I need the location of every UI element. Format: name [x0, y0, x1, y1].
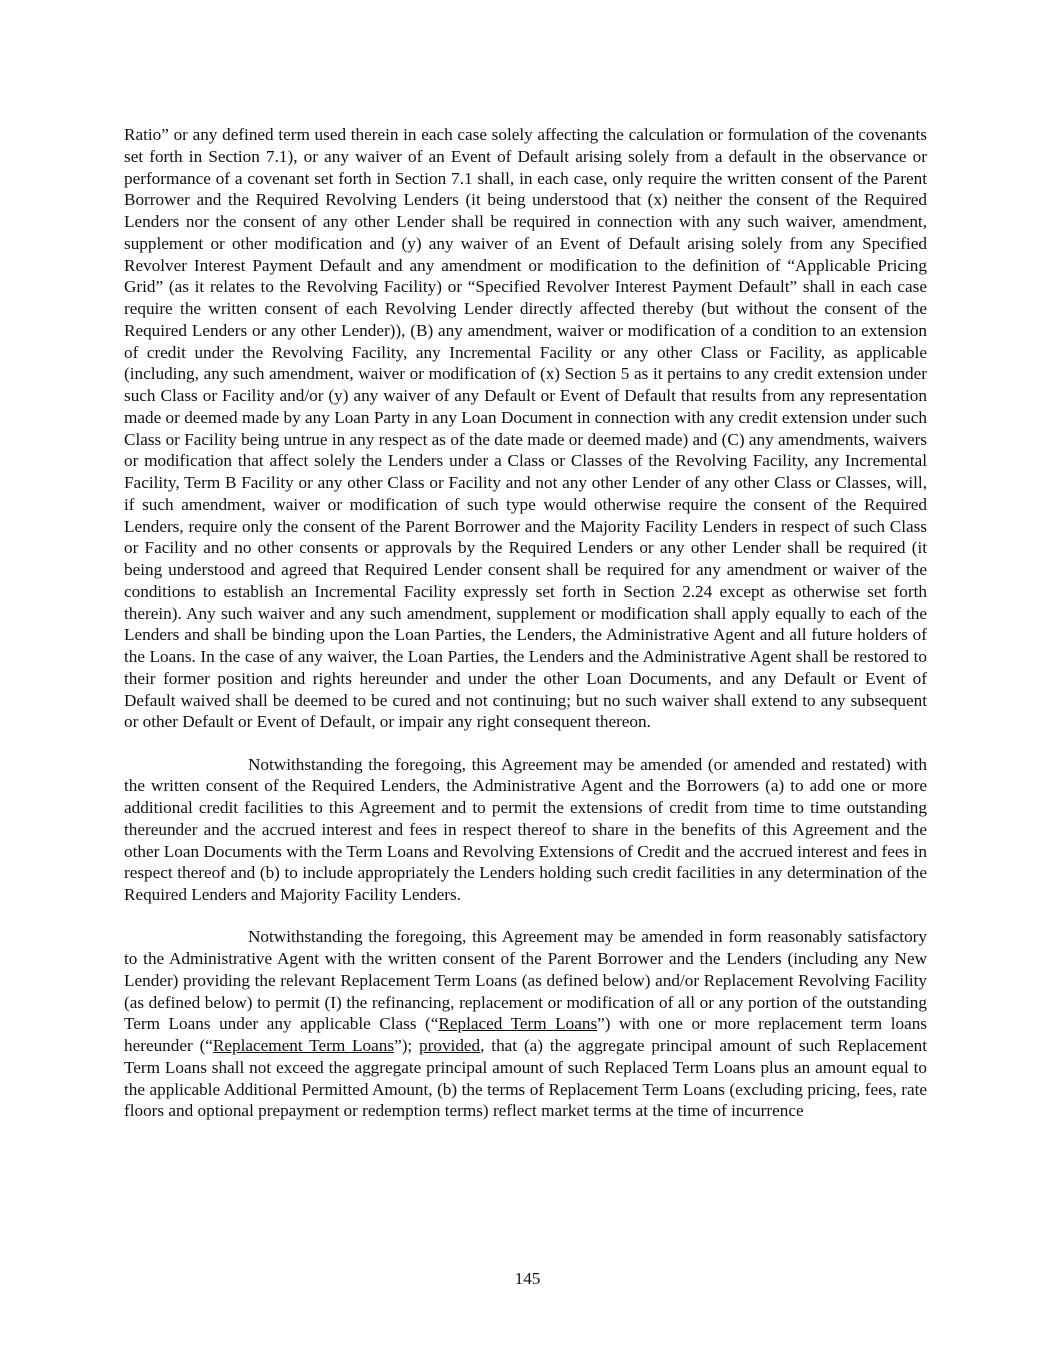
defined-term-replaced-term-loans: Replaced Term Loans — [438, 1014, 598, 1034]
paragraph-2-text: Notwithstanding the foregoing, this Agreement may be amended (or amended and restated) with the written consent of the Required Lenders, the Administrative Agent and the Borrowers (a) to add one or more additional credit facilities to this Agreement and to permit the extensions of credit from time to time outstanding thereunder and the accrued interest and fees in respect thereof to share in the benefits of this Agreement and the other Loan Documents with the Term Loans and Revolving Extensions of Credit and the accrued interest and fees in respect thereof and (b) to include appropriately the Lenders holding such credit facilities in any determination of the Required Lenders and Majority Facility Lenders. — [124, 754, 927, 904]
paragraph-3 — [124, 926, 927, 1122]
proviso-term: provided — [419, 1036, 481, 1055]
paragraph-3-text-part-3: ”); — [394, 1036, 420, 1055]
document-body — [124, 124, 927, 1143]
paragraph-1: Ratio” or any defined term used therein in each case solely affecting the calculation or formulation of the covenants set forth in Section 7.1), or any waiver of an Event of Default arising solely from a default in the observance or performance of a covenant set forth in Section 7.1 shall, in each case, only require the written consent of the Parent Borrower and the Required Revolving Lenders (it being understood that (x) neither the consent of the Required Lenders nor the consent of any other Lender shall be required in connection with any such waiver, amendment, supplement or other modification and (y) any waiver of an Event of Default arising solely from any Specified Revolver Interest Payment Default and any amendment or modification to the definition of “Applicable Pricing Grid” (as it relates to the Revolving Facility) or “Specified Revolver Interest Payment Default” shall in each case require the written consent of each Revolving Lender directly affected thereby (but without the consent of the Required Lenders or any other Lender)), (B) any amendment, waiver or modification of a condition to an extension of credit under the Revolving Facility, any Incremental Facility or any other Class or Facility, as applicable (including, any such amendment, waiver or modification of (x) Section 5 as it pertains to any credit extension under such Class or Facility and/or (y) any waiver of any Default or Event of Default that results from any representation made or deemed made by any Loan Party in any Loan Document in connection with any credit extension under such Class or Facility being untrue in any respect as of the date made or deemed made) and (C) any amendments, waivers or modification that affect solely the Lenders under a Class or Classes of the Revolving Facility, any Incremental Facility, Term B Facility or any other Class or Facility and not any other Lender of any other Class or Classes, will, if such amendment, waiver or modification of such type would otherwise require the consent of the Required Lenders, require only the consent of the Parent Borrower and the Majority Facility Lenders in respect of such Class or Facility and no other consents or approvals by the Required Lenders or any other Lender shall be required (it being understood and agreed that Required Lender consent shall be required for any amendment or waiver of the conditions to establish an Incremental Facility expressly set forth in Section 2.24 except as otherwise set forth therein). Any such waiver and any such amendment, supplement or modification shall apply equally to each of the Lenders and shall be binding upon the Loan Parties, the Lenders, the Administrative Agent and all future holders of the Loans. In the case of any waiver, the Loan Parties, the Lenders and the Administrative Agent shall be restored to their former position and rights hereunder and under the other Loan Documents, and any Default or Event of Default waived shall be deemed to be cured and not continuing; but no such waiver shall extend to any subsequent or other Default or Event of Default, or impair any right consequent thereon. — [124, 125, 927, 732]
paragraph-3-text-part-2: ”) with one or more replacement term loans hereunder (“ — [124, 1014, 927, 1055]
paragraph-3-text-part-4: , that (a) the aggregate principal amount of such Replacement Term Loans shall not exceed the aggregate principal amount of such Replaced Term Loans plus an amount equal to the applicable Additional Permitted Amount, (b) the terms of Replacement Term Loans (excluding pricing, fees, rate floors and optional prepayment or redemption terms) reflect market terms at the time of incurrence — [124, 1036, 927, 1121]
paragraph-2 — [124, 754, 927, 906]
paragraph-3-text-part-1: Notwithstanding the foregoing, this Agreement may be amended in form reasonably satisfactory to the Administrative Agent with the written consent of the Parent Borrower and the Lenders (including any New Lender) providing the relevant Replacement Term Loans (as defined below) and/or Replacement Revolving Facility (as defined below) to permit (I) the refinancing, replacement or modification of all or any portion of the outstanding Term Loans under any applicable Class (“ — [124, 927, 927, 1034]
page-number: 145 — [514, 1269, 541, 1288]
defined-term-replacement-term-loans: Replacement Term Loans — [212, 1036, 395, 1055]
